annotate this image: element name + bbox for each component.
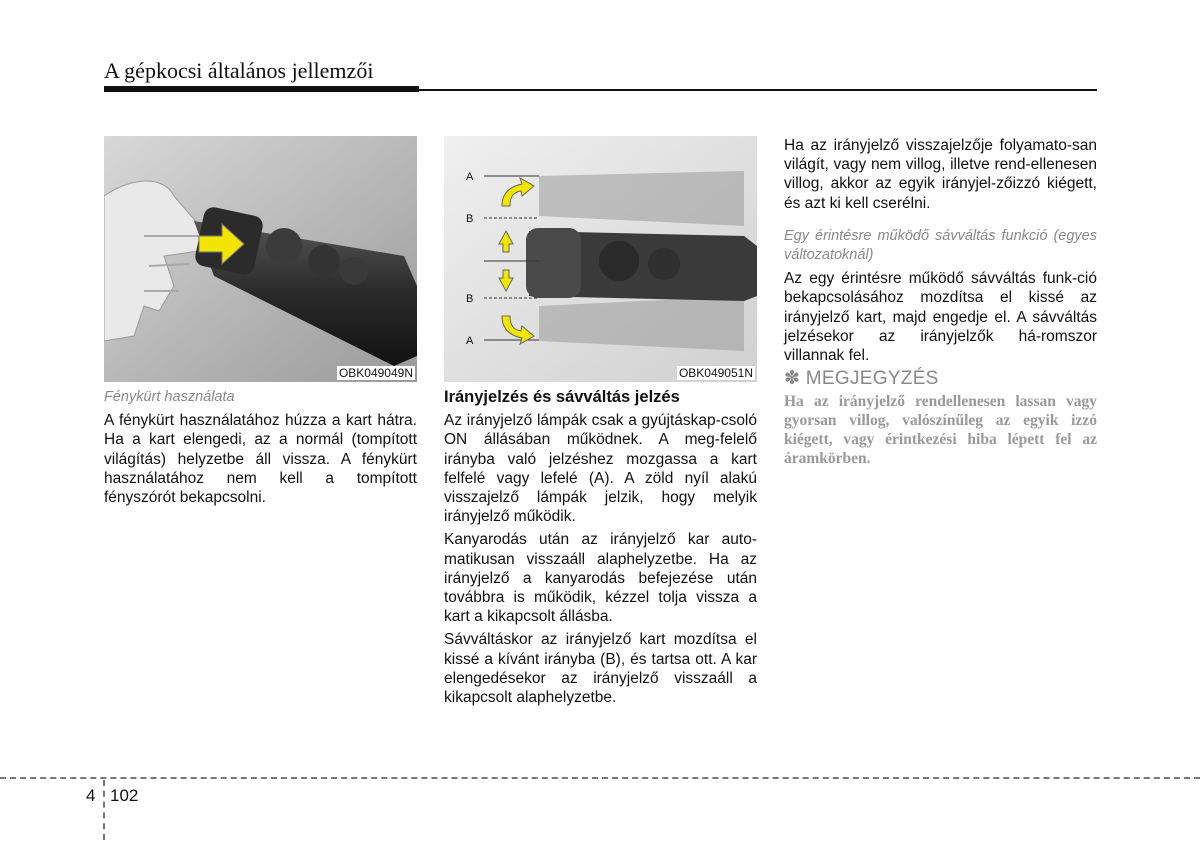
paragraph: Az irányjelző lámpák csak a gyújtáskap-csoló ON állásában működnek. A meg-felelő irányba való jelzéshez mozgassa a kart felfelé vagy lefelé (A). A zöld nyíl alakú visszajelző lámpák jelzik, hogy melyik irányjelző működik.: [444, 412, 757, 526]
paragraph: Az egy érintésre működő sávváltás funk-ció bekapcsolásához mozdítsa el kissé az irányjelző kart, majd engedje el. A sávváltás jelzésekor az irányjelzők há-romszor villannak fel.: [784, 270, 1097, 365]
note-heading: ✽ MEGJEGYZÉS: [784, 368, 939, 390]
paragraph: A fénykürt használatához húzza a kart hátra. Ha a kart elengedi, az a normál (tompított világítás) helyzetbe áll vissza. A fénykürt használatához nem kell a tompított fényszórót bekapcsolni.: [104, 412, 417, 507]
headlight-flash-figure: [104, 136, 417, 382]
right-column: [784, 136, 1097, 472]
middle-column: [444, 388, 757, 711]
label-b-top: B: [466, 213, 474, 225]
paragraph: Ha az irányjelző visszajelzője folyamato-san világít, vagy nem villog, illetve rend-ellenesen villog, akkor az egyik irányjel-zőizzó kiégett, és azt ki kell cserélni.: [784, 137, 1097, 212]
header-bar: [104, 86, 419, 92]
footer-divider: [0, 777, 1200, 779]
page-number: 102: [110, 786, 139, 805]
caption-one-touch-lane-change: Egy érintésre működő sávváltás funkció (egyes változatoknál): [784, 227, 1097, 264]
header-rule: [419, 89, 1097, 91]
label-b-bottom: B: [466, 293, 474, 305]
section-heading: Irányjelzés és sávváltás jelzés: [444, 388, 680, 406]
figure-code: OBK049049N: [338, 366, 413, 380]
paragraph: Sávváltáskor az irányjelző kart mozdítsa el kissé a kívánt irányba (B), és tartsa ott. A kar elengedésekor az irányjelző visszaáll a kikapcsolt alaphelyzetbe.: [444, 631, 757, 707]
caption-headlight-flash: Fénykürt használata: [104, 389, 235, 405]
label-a-top: A: [466, 171, 474, 183]
label-a-bottom: A: [466, 335, 474, 347]
figure-code: OBK049051N: [678, 366, 753, 380]
footer-vertical-divider: [103, 780, 105, 840]
left-column: [104, 388, 417, 511]
page-header-title: A gépkocsi általános jellemzői: [104, 58, 374, 83]
turn-signal-figure: [444, 136, 757, 382]
paragraph: Kanyarodás után az irányjelző kar auto-matikusan visszaáll alaphelyzetbe. Ha az irányjelző a kanyarodás befejezése után továbbra is működik, kézzel tolja vissza a kart a kikapcsolt állásba.: [444, 531, 757, 626]
note-body: Ha az irányjelző rendellenesen lassan vagy gyorsan villog, valószínűleg az egyik izzó kiégett, vagy érintkezési hiba lépett fel az áramkörben.: [784, 393, 1097, 468]
chapter-number: 4: [86, 786, 96, 805]
lever-pull-illustration: [104, 136, 417, 382]
turn-signal-lever-illustration: [444, 136, 757, 382]
